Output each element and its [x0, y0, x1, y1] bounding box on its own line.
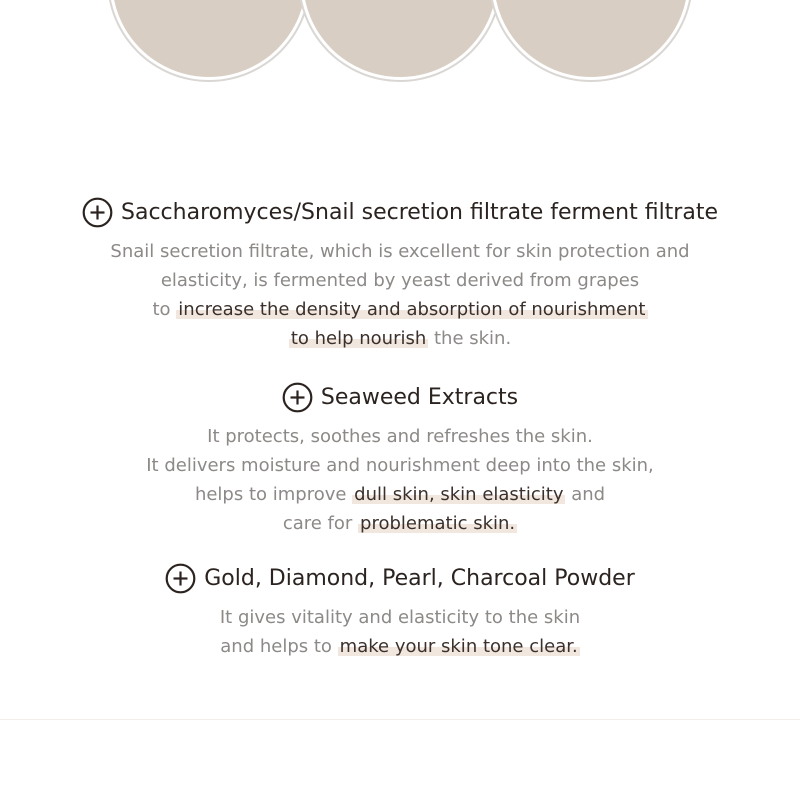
ingredient-description: [0, 603, 800, 661]
ingredient-description: [0, 237, 800, 353]
ingredient-title: Saccharomyces/Snail secretion filtrate ferment filtrate: [121, 199, 718, 225]
ingredient-heading: [0, 563, 800, 594]
section-divider: [0, 719, 800, 720]
ingredient-title: Seaweed Extracts: [320, 384, 519, 410]
ingredient-circle-1: [112, 0, 306, 77]
ingredient-circle-3: [494, 0, 688, 77]
line-text: and: [565, 484, 606, 505]
line-text: Snail secretion filtrate, which is excellent for skin protection and: [110, 241, 690, 262]
line-text: helps to improve: [194, 484, 353, 505]
description-line: [0, 451, 800, 480]
plus-circle-icon: [165, 563, 196, 594]
ingredient-section-seaweed: [0, 382, 800, 538]
ingredient-circle-2: [303, 0, 497, 77]
description-line: [0, 603, 800, 632]
description-line: [0, 422, 800, 451]
highlighted-text: make your skin tone clear.: [339, 636, 578, 657]
highlighted-text: to help nourish: [290, 328, 427, 349]
ingredient-section-powders: [0, 563, 800, 661]
description-line: [0, 480, 800, 509]
line-text: It gives vitality and elasticity to the skin: [219, 607, 581, 628]
line-text: It delivers moisture and nourishment deep into the skin,: [146, 455, 654, 476]
highlighted-text: problematic skin.: [360, 513, 516, 534]
line-text: care for: [282, 513, 359, 534]
description-line: [0, 509, 800, 538]
ingredient-heading: [0, 197, 800, 228]
plus-circle-icon: [82, 197, 113, 228]
highlighted-text: increase the density and absorption of nourishment: [178, 299, 646, 320]
description-line: [0, 632, 800, 661]
ingredient-title: Gold, Diamond, Pearl, Charcoal Powder: [204, 565, 635, 591]
line-text: to: [152, 299, 177, 320]
line-text: It protects, soothes and refreshes the skin.: [207, 426, 593, 447]
line-text: elasticity, is fermented by yeast derived from grapes: [160, 270, 640, 291]
description-line: [0, 295, 800, 324]
description-line: [0, 266, 800, 295]
highlighted-text: dull skin, skin elasticity: [354, 484, 564, 505]
line-text: the skin.: [428, 328, 512, 349]
ingredient-section-saccharomyces: [0, 197, 800, 353]
line-text: and helps to: [220, 636, 338, 657]
ingredient-description: [0, 422, 800, 538]
description-line: [0, 237, 800, 266]
description-line: [0, 324, 800, 353]
plus-circle-icon: [282, 382, 313, 413]
ingredient-heading: [0, 382, 800, 413]
